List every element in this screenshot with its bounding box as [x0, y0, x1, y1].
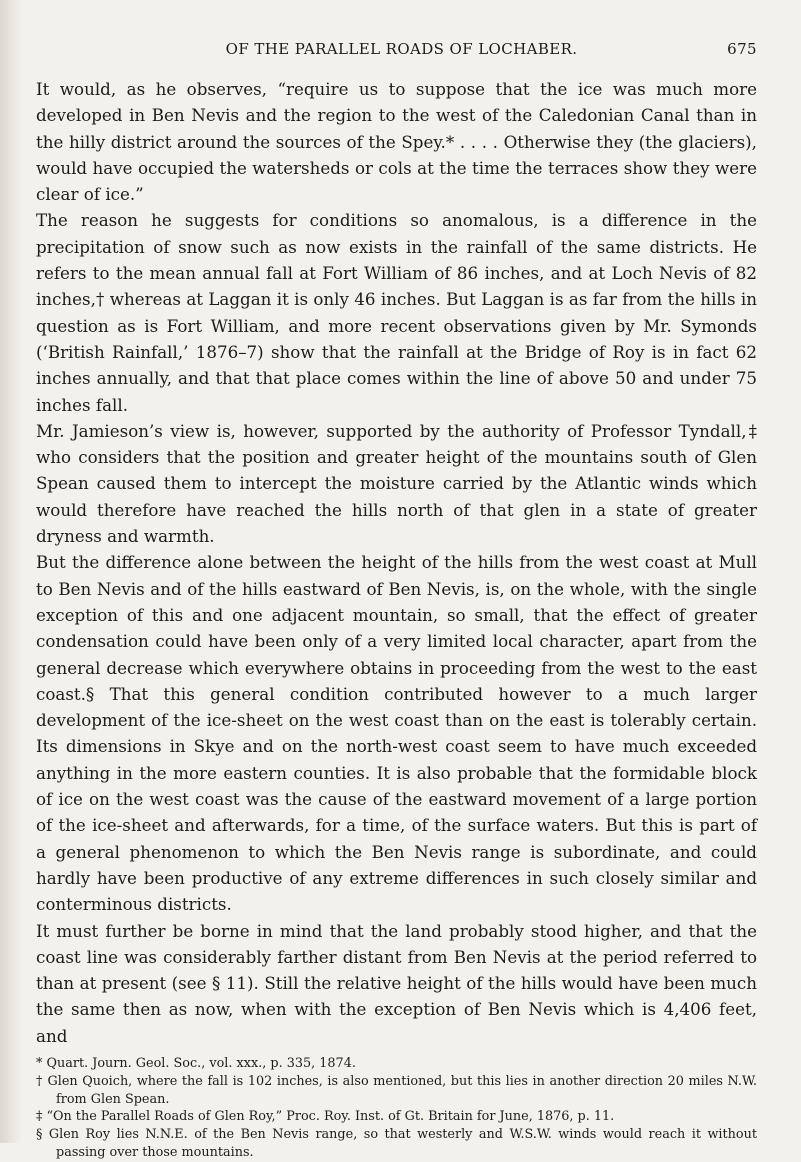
- footnote: * Quart. Journ. Geol. Soc., vol. xxx., p. 335, 1874.: [36, 1055, 356, 1071]
- paragraph: Mr. Jamieson’s view is, however, supported by the authority of Professor Tyndall,‡ who considers that the position and greater height of the mountains south of Glen Spean caused them to intercept the moisture carried by the Atlantic winds which would therefore have reached the hills north of that glen in a state of greater dryness and warmth.: [36, 420, 757, 547]
- footnote: † Glen Quoich, where the fall is 102 inches, is also mentioned, but this lies in another direction 20 miles N.W. from Glen Spean.: [36, 1073, 757, 1107]
- footnote: ‡ “On the Parallel Roads of Glen Roy,” Proc. Roy. Inst. of Gt. Britain for June, 1876, p. 11.: [36, 1109, 615, 1125]
- footnote: § Glen Roy lies N.N.E. of the Ben Nevis range, so that westerly and W.S.W. winds would reach it without passing over those mountains.: [36, 1127, 757, 1160]
- paragraph: It must further be borne in mind that the land probably stood higher, and that the coast line was considerably farther distant from Ben Nevis at the period referred to than at present (see § 11). Still the relative height of the hills would have been much the same then as now, when with the exception of Ben Nevis which is 4,406 feet, and: [36, 920, 757, 1046]
- paragraph: It would, as he observes, “require us to suppose that the ice was much more developed in Ben Nevis and the region to the west of the Caledonian Canal than in the hilly district around the sources of the Spey.* . . . . Otherwise they (the glaciers), would have occupied the watersheds or cols at the time the terraces show they were clear of ice.”: [36, 79, 757, 205]
- paragraph: The reason he suggests for conditions so anomalous, is a difference in the precipitation of snow such as now exists in the rainfall of the same districts. He refers to the mean annual fall at Fort William of 86 inches, and at Loch Nevis of 82 inches,† whereas at Laggan it is only 46 inches. But Laggan is as far from the hills in question as is Fort William, and more recent observations given by Mr. Symonds (‘British Rainfall,’ 1876–7) show that the rainfall at the Bridge of Roy is in fact 62 inches annually, and that that place comes within the line of above 50 and under 75 inches fall.: [36, 210, 757, 415]
- page-number: 675: [727, 40, 757, 58]
- footnotes: [36, 1055, 757, 1162]
- paragraph: But the difference alone between the height of the hills from the west coast at Mull to Ben Nevis and of the hills eastward of Ben Nevis, is, on the whole, with the single exception of this and one adjacent mountain, so small, that the effect of greater condensation could have been only of a very limited local character, apart from the general decrease which everywhere obtains in proceeding from the west to the east coast.§ That this general condition contributed however to a much larger development of the ice-sheet on the west coast than on the east is tolerably certain. Its dimensions in Skye and on the north-west coast seem to have much exceeded anything in the more eastern counties. It is also probable that the formidable block of ice on the west coast was the cause of the eastward movement of a large portion of the ice-sheet and afterwards, for a time, of the surface waters. But this is part of a general phenomenon to which the Ben Nevis range is subordinate, and could hardly have been productive of any extreme differences in such closely similar and conterminous districts.: [36, 552, 757, 915]
- running-title: OF THE PARALLEL ROADS OF LOCHABER.: [225, 40, 578, 58]
- body-text: [36, 76, 757, 1049]
- running-head: [36, 40, 757, 58]
